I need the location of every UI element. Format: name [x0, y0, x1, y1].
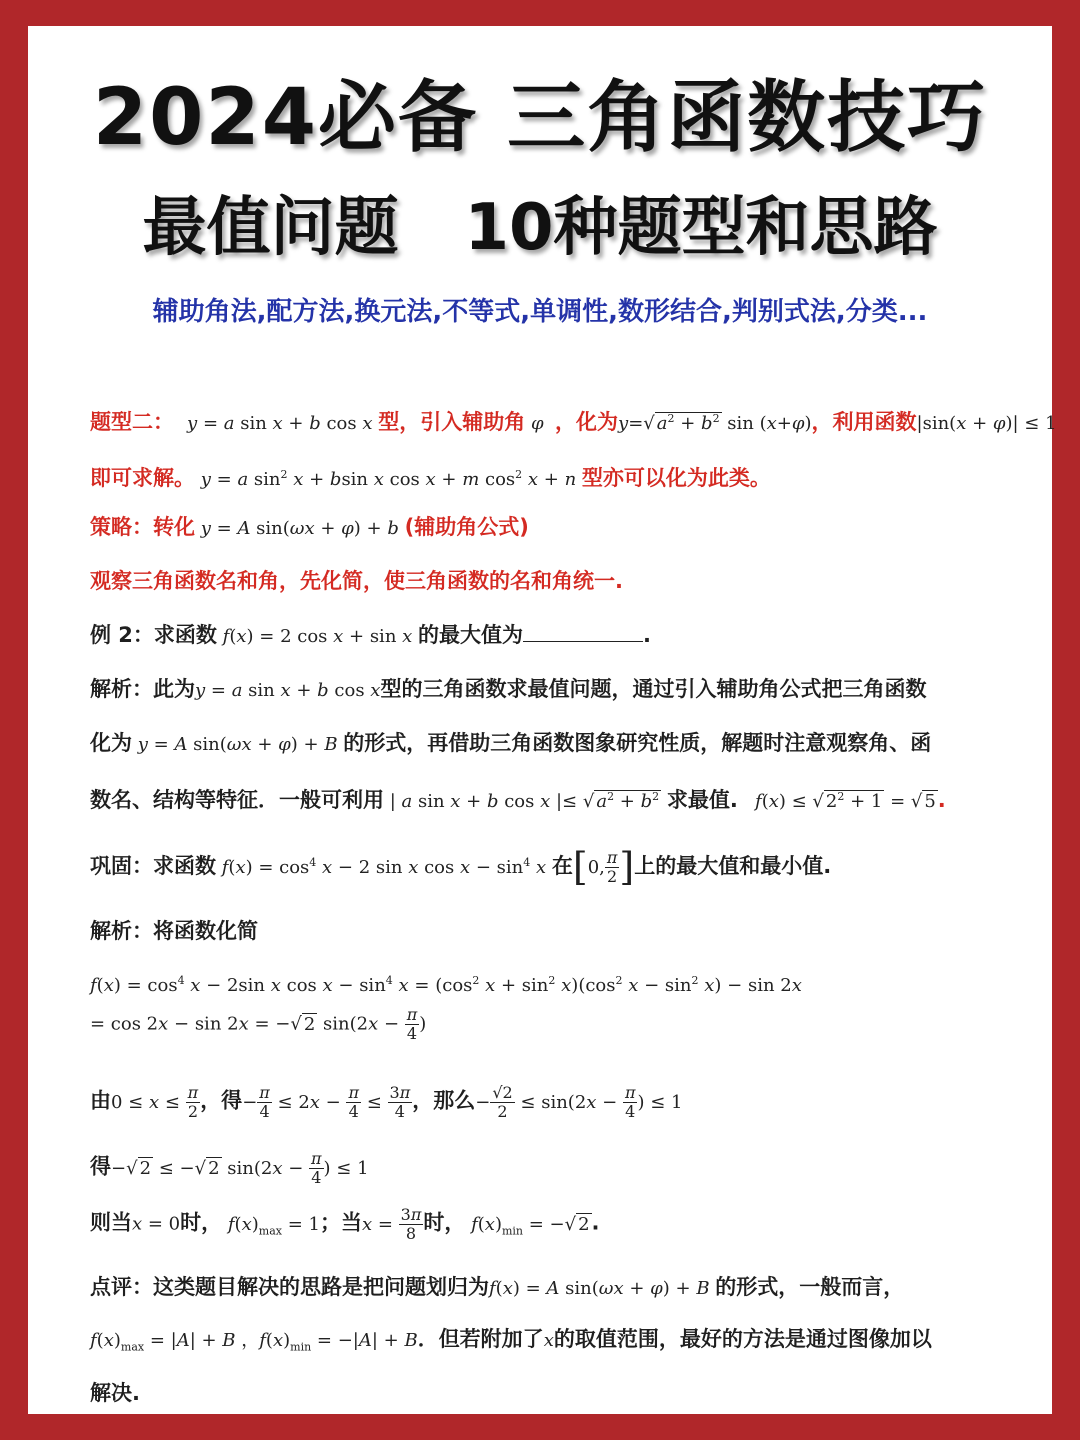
type-line-2: 即可求解。 y = a $\sin^2 x + bsin$ x cos x + m $\cos^2 x + n$ 型亦可以化为此类。	[90, 466, 771, 490]
sub-title-a: 最值问题	[142, 191, 399, 265]
comment-line-1: 点评：这类题目解决的思路是把问题划归为f(x) = A sin(ωx + φ) + B 的形式，一般而言，	[90, 1275, 905, 1299]
equation-1: $f(x) = \cos^4 x - 2\sin$ x $\cos x - \sin^4 x = (\cos^2$ $x + \sin^2 x)(\cos^2$ $x - \sin^2 x) - \sin 2x$	[90, 974, 802, 996]
sub-title-b: 10种题型和思路	[464, 191, 938, 265]
type-line-1: 题型二： y = a sin x + b cos x 型，引入辅助角 φ ，化为y=√ $a^2 + b^2$ sin (x+φ)，利用函数|sin(x + φ)| ≤ 1	[90, 410, 1057, 434]
bound-line: 得−√ 2 ≤ −√ 2 sin(2x − $\frac{\pi}{4}$ ) ≤ 1	[90, 1149, 369, 1187]
methods-list: 辅助角法,配方法,换元法,不等式,单调性,数形结合,判别式法,分类...	[152, 297, 928, 327]
answer-blank	[523, 623, 643, 642]
comment-line-2: $f(x)_{max} = |A| + B$ ，$f(x)_{min} = -|A| + B$．但若附加了x的取值范围，最好的方法是通过图像加以	[90, 1327, 932, 1354]
range-line: 由0 ≤ x ≤ $\frac{\pi}{2}$ ，得− $\frac{\pi}{4}$ ≤ 2x − $\frac{\pi}{4}$ ≤ $\frac{3\pi}{4}$ ，那么− $\frac{√2}{2}$ ≤ sin(2x − $\frac{\pi}{4}$ ) ≤ 1	[90, 1083, 683, 1121]
main-title: 2024必备 三角函数技巧	[92, 73, 988, 163]
strategy-line: 策略：转化 y = A sin(ωx + φ) + b (辅助角公式)	[90, 515, 529, 539]
extrema-line: 则当x = 0时， $f(x)_{max} = 1$；当x = $\frac{3\pi}{8}$ 时， $f(x)_{min}$ = −√ 2.	[90, 1205, 600, 1243]
example-line: 例 2：求函数 f(x) = 2 cos x + sin x 的最大值为 .	[90, 623, 652, 647]
analysis-line-2: 化为 y = A sin(ωx + φ) + B 的形式，再借助三角函数图象研究性质，解题时注意观察角、函	[90, 731, 932, 755]
analysis-line-3: 数名、结构等特征．一般可利用 | a sin x + b cos x |≤ √ $a^2 + b^2$ 求最值. f(x) ≤ √ $2^2 + 1$ = √ 5.	[90, 788, 946, 812]
observe-line: 观察三角函数名和角，先化简，使三角函数的名和角统一.	[90, 569, 623, 593]
equation-2: = cos 2x − sin 2x = −√ 2 sin(2x − $\frac{\pi}{4}$ )	[90, 1005, 427, 1043]
document-sheet	[28, 26, 1057, 1414]
analysis-line-1: 解析：此为y = a sin x + b cos x型的三角函数求最值问题，通过引入辅助角公式把三角函数	[90, 677, 927, 701]
sub-title	[28, 188, 1052, 268]
comment-line-3: 解决.	[90, 1381, 140, 1405]
solution-label: 解析：将函数化简	[90, 919, 258, 943]
consolidate-line: 巩固：求函数 $f(x) = \cos^4 x - 2$ sin x $\cos x - \sin^4 x$ 在[0, $\frac{\pi}{2}$ ]上的最大值和最小值.	[90, 845, 832, 889]
